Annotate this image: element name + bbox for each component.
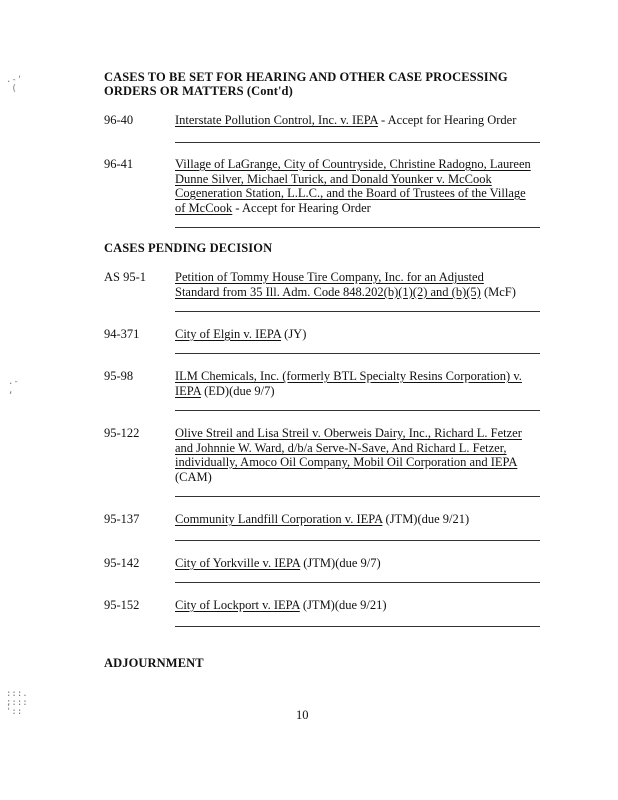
scan-artifact: :::. ;::: ':: (6, 689, 28, 717)
case-title-line: of McCook (175, 200, 233, 215)
case-note: (JTM)(due 9/21) (299, 598, 387, 612)
case-number: 95-98 (104, 369, 134, 383)
case-number: 95-152 (104, 598, 140, 612)
separator-rule (175, 311, 540, 312)
case-title-line: individually, Amoco Oil Company, Mobil Oil Corporation and IEPA (175, 455, 518, 469)
case-note: (JTM)(due 9/7) (300, 556, 381, 570)
case-note: (JTM)(due 9/21) (382, 512, 470, 526)
case-number: 96-41 (104, 157, 134, 171)
case-note: (JY) (281, 327, 307, 341)
case-title-line: Olive Streil and Lisa Streil v. Oberweis Dairy, Inc., Richard L. Fetzer (175, 426, 522, 440)
case-note: (ED)(due 9/7) (200, 383, 275, 398)
case-title-line: Dunne Silver, Michael Turick, and Donald Younker v. McCook (175, 171, 492, 186)
separator-rule (175, 582, 540, 583)
separator-rule (175, 353, 540, 354)
section-heading-pending: CASES PENDING DECISION (104, 241, 273, 255)
case-note: (CAM) (175, 469, 212, 484)
case-title-line: IEPA (175, 383, 201, 398)
case-title-line: and Johnnie W. Ward, d/b/a Serve-N-Save, And Richard L. Fetzer, (175, 440, 507, 455)
case-title-line: Standard from 35 Ill. Adm. Code 848.202(b)(1)(2) and (b)(5) (175, 284, 481, 299)
section-heading-adjournment: ADJOURNMENT (104, 656, 204, 670)
separator-rule (175, 410, 540, 411)
separator-rule (175, 496, 540, 497)
scan-artifact: .-' ( (6, 75, 23, 94)
case-title: City of Elgin v. IEPA (175, 327, 282, 341)
case-title-line: Village of LaGrange, City of Countryside, Christine Radogno, Laureen (175, 157, 531, 171)
case-title: Community Landfill Corporation v. IEPA (175, 512, 383, 526)
case-number: 95-122 (104, 426, 140, 440)
case-number: AS 95-1 (104, 270, 147, 284)
case-title: City of Lockport v. IEPA (175, 598, 300, 612)
page-number: 10 (296, 708, 309, 722)
separator-rule (175, 626, 540, 627)
case-number: 96-40 (104, 113, 134, 127)
case-number: 94-371 (104, 327, 140, 341)
case-title: City of Yorkville v. IEPA (175, 556, 301, 570)
case-note: - Accept for Hearing Order (377, 113, 517, 127)
separator-rule (175, 227, 540, 228)
separator-rule (175, 142, 540, 143)
case-note: (McF) (480, 284, 516, 299)
section-heading-hearing: CASES TO BE SET FOR HEARING AND OTHER CASE PROCESSING ORDERS OR MATTERS (Cont'd) (104, 70, 508, 98)
separator-rule (175, 540, 540, 541)
scan-artifact: .- , (8, 377, 19, 396)
case-number: 95-137 (104, 512, 140, 526)
case-title-line: ILM Chemicals, Inc. (formerly BTL Specialty Resins Corporation) v. (175, 369, 522, 383)
case-title: Interstate Pollution Control, Inc. v. IEPA (175, 113, 378, 127)
case-title-line: Petition of Tommy House Tire Company, Inc. for an Adjusted (175, 270, 484, 284)
case-number: 95-142 (104, 556, 140, 570)
case-title-line: Cogeneration Station, L.L.C., and the Board of Trustees of the Village (175, 186, 526, 200)
case-note: - Accept for Hearing Order (232, 200, 371, 215)
